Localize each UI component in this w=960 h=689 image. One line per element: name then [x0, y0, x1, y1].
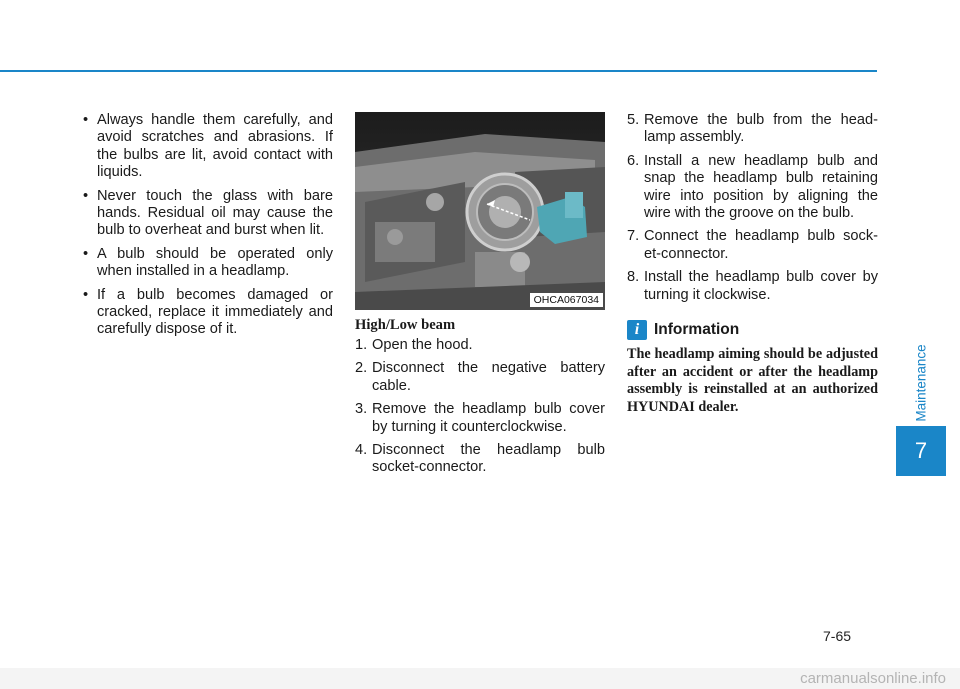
steps-list	[355, 337, 605, 477]
step-number: 8.	[627, 269, 640, 286]
step-text: Remove the headlamp bulb cover by turning it counterclockwise.	[372, 401, 605, 435]
step-text: Disconnect the negative battery cable.	[372, 360, 605, 394]
headlamp-illustration	[355, 112, 605, 310]
step-number: 7.	[627, 228, 640, 245]
step-item	[355, 360, 605, 395]
step-text: Install a new headlamp bulb and snap the headlamp bulb retaining wire into position by aligning the wire with the groove on the bulb.	[644, 152, 878, 222]
chapter-tab: 7	[896, 426, 946, 476]
step-number: 5.	[627, 112, 640, 128]
step-item	[627, 153, 878, 223]
step-number: 6.	[627, 152, 640, 169]
figure-code: OHCA067034	[530, 293, 603, 307]
section-title: High/Low beam	[355, 317, 456, 333]
headlamp-drawing	[355, 112, 605, 310]
information-header	[627, 320, 878, 340]
page-number: 7-65	[823, 628, 852, 644]
chapter-side-label: Maintenance	[913, 344, 929, 422]
step-text: Disconnect the headlamp bulb socket-connector.	[372, 442, 605, 476]
step-item	[355, 337, 605, 354]
information-title: Information	[654, 321, 740, 339]
information-text: The headlamp aiming should be adjusted after an accident or after the headlamp assembly is reinstalled at an authorized HYUNDAI dealer.	[627, 346, 878, 415]
step-text: Connect the headlamp bulb sock-et-connector.	[644, 228, 878, 262]
column-middle	[355, 112, 605, 483]
info-icon: i	[627, 320, 647, 340]
step-number: 2.	[355, 360, 368, 377]
step-number: 4.	[355, 442, 368, 459]
step-text: Remove the bulb from the head-lamp assembly.	[644, 112, 878, 146]
header-rule	[0, 70, 877, 72]
step-item	[355, 401, 605, 436]
step-text: Install the headlamp bulb cover by turning it clockwise.	[644, 269, 878, 303]
steps-list	[627, 112, 878, 304]
watermark: carmanualsonline.info	[0, 668, 960, 689]
bullet-item: • Always handle them carefully, and avoid scratches and abrasions. If the bulbs are lit, avoid contact with liquids.	[75, 112, 333, 182]
column-left	[75, 112, 333, 345]
bullet-item: • A bulb should be operated only when installed in a headlamp.	[75, 246, 333, 281]
bullet-item: • If a bulb becomes damaged or cracked, replace it immediately and carefully dispose of it.	[75, 287, 333, 339]
step-item	[627, 269, 878, 304]
step-text: Open the hood.	[372, 337, 473, 353]
step-item	[627, 112, 878, 147]
step-item	[355, 442, 605, 477]
column-right	[627, 112, 878, 416]
caution-bullet-list	[75, 112, 333, 339]
step-number: 1.	[355, 337, 368, 353]
step-number: 3.	[355, 401, 368, 418]
step-item	[627, 228, 878, 263]
bullet-item: • Never touch the glass with bare hands. Residual oil may cause the bulb to overheat and burst when lit.	[75, 188, 333, 240]
